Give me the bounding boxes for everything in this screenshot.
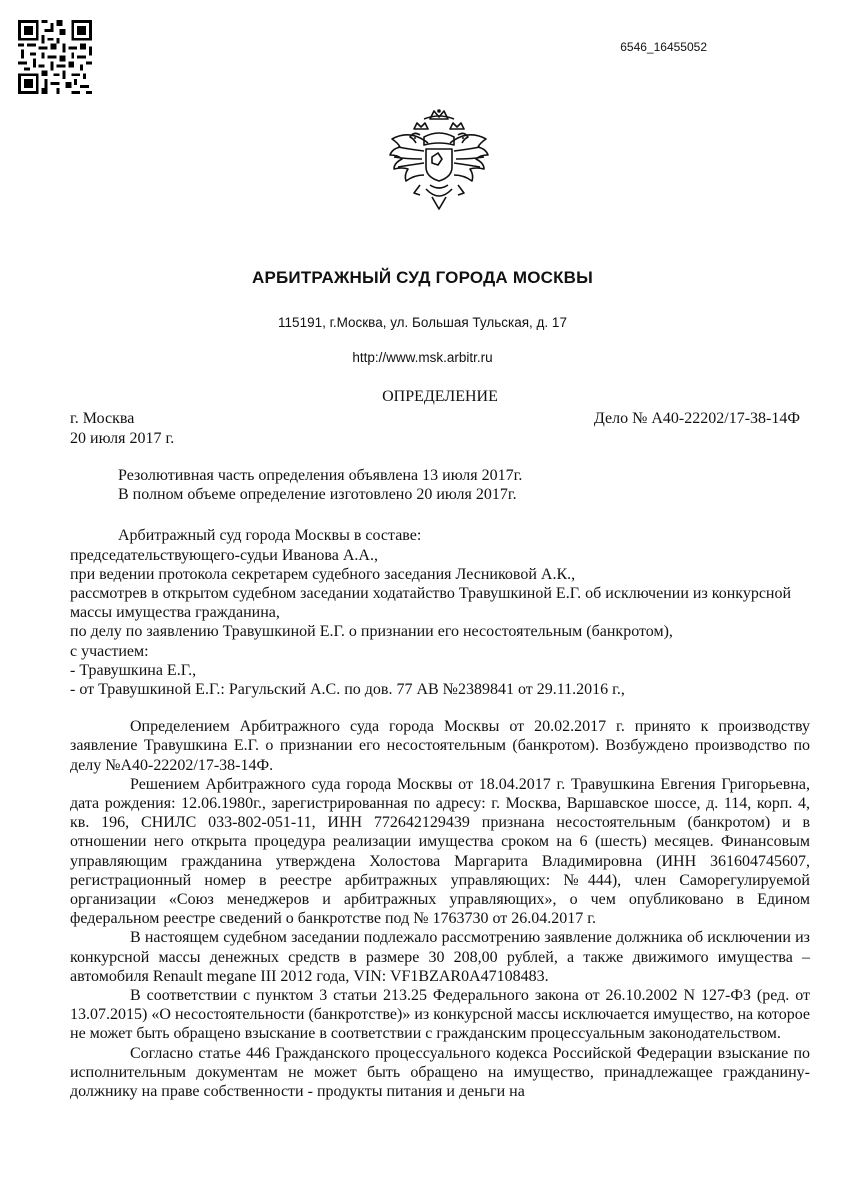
announced-line: Резолютивная часть определения объявлена 13 июля 2017г. — [118, 467, 523, 484]
document-body — [70, 466, 810, 1101]
composition-line: - Травушкина Е.Г., — [70, 661, 197, 679]
paragraph: В соответствии с пунктом 3 статьи 213.25 Федерального закона от 26.10.2002 N 127-ФЗ (ред. от 13.07.2015) «О несостоятельности (банкротстве)» из конкурсной массы исключается имущество, на которое не может быть обращено взыскание в соответствии с гражданским процессуальным законодательством. — [70, 987, 810, 1043]
composition-line: при ведении протокола секретарем судебного заседания Лесниковой А.К., — [70, 565, 576, 583]
document-type: ОПРЕДЕЛЕНИЕ — [382, 388, 498, 405]
document-id: 6546_16455052 — [620, 40, 707, 54]
coat-of-arms-icon — [386, 105, 492, 215]
qr-code-icon — [18, 20, 92, 94]
full-made-line: В полном объеме определение изготовлено 20 июля 2017г. — [118, 486, 517, 504]
paragraph: Согласно статье 446 Гражданского процессуального кодекса Российской Федерации взыскание по исполнительным документам не может быть обращено на имущество, принадлежащее гражданину-должнику на праве собственности - продукты питания и деньги на — [70, 1044, 810, 1101]
court-website: http://www.msk.arbitr.ru — [352, 350, 493, 365]
composition-line: Арбитражный суд города Москвы в составе: — [118, 527, 422, 545]
composition-line: рассмотрев в открытом судебном заседании ходатайство Травушкиной Е.Г. об исключении из конкурсной массы имущества гражданина, — [70, 585, 792, 622]
court-address: 115191, г.Москва, ул. Большая Тульская, д. 17 — [278, 315, 567, 330]
paragraph: В настоящем судебном заседании подлежало рассмотрению заявление должника об исключении из конкурсной массы денежных средств в размере 30 208,00 рублей, а также движимого имущества – автомобиля Renault megane III 2012 года, VIN: VF1BZAR0A47108483. — [70, 929, 810, 985]
document-city: г. Москва — [70, 410, 135, 427]
document-date: 20 июля 2017 г. — [70, 430, 175, 447]
composition-line: с участием: — [70, 642, 149, 660]
court-name: АРБИТРАЖНЫЙ СУД ГОРОДА МОСКВЫ — [251, 268, 593, 287]
paragraph: Решением Арбитражного суда города Москвы от 18.04.2017 г. Травушкина Евгения Григорьевна, дата рождения: 12.06.1980г., зарегистрированная по адресу: г. Москва, Варшавское шоссе, д. 114, корп. 4, кв. 196, СНИЛС 033-802-051-11, ИНН 772642129439 признана несостоятельным (банкротом) и в отношении него открыта процедура реализации имущества сроком на 6 (шесть) месяцев. Финансовым управляющим гражданина утверждена Холостова Маргарита Владимировна (ИНН 361604745607, регистрационный номер в реестре арбитражных управляющих: №444), член Саморегулируемой организации «Союз менеджеров и арбитражных управляющих», о чем опубликовано в Едином федеральном реестре сведений о банкротстве под № 1763730 от 26.04.2017 г. — [70, 775, 810, 928]
composition-line: по делу по заявлению Травушкиной Е.Г. о признании его несостоятельным (банкротом), — [70, 623, 673, 641]
composition-line: - от Травушкиной Е.Г.: Рагульский А.С. по дов. 77 АВ №2389841 от 29.11.2016 г., — [70, 681, 625, 699]
case-number: Дело № А40-22202/17-38-14Ф — [593, 410, 800, 427]
paragraph: Определением Арбитражного суда города Москвы от 20.02.2017 г. принято к производству заявление Травушкина Е.Г. о признании его несостоятельным (банкротом). Возбуждено производство по делу №А40-22202/17-38-14Ф. — [70, 718, 810, 774]
composition-line: председательствующего-судьи Иванова А.А., — [70, 546, 378, 564]
